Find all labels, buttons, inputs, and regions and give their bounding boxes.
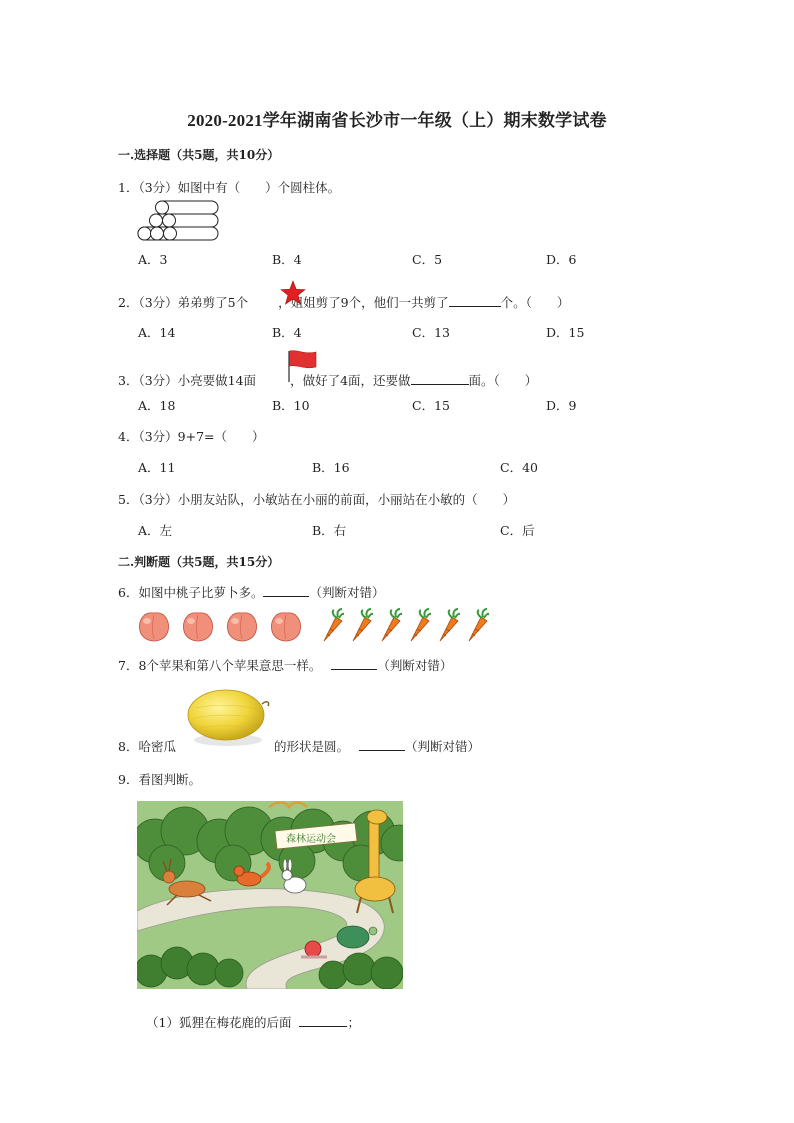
question-1 bbox=[118, 178, 340, 196]
carrot-row bbox=[318, 607, 492, 643]
peach-icon bbox=[180, 607, 216, 643]
option-1b[interactable]: B．4 bbox=[272, 252, 302, 267]
option-1a[interactable]: A．3 bbox=[138, 252, 168, 267]
sub-question-9-1 bbox=[146, 1013, 360, 1031]
question-text-part-c: 个。（ ） bbox=[500, 295, 570, 310]
option-4b[interactable]: B．16 bbox=[312, 460, 350, 475]
question-5 bbox=[118, 490, 515, 508]
carrot-icon bbox=[463, 607, 489, 643]
option-2a[interactable]: A．14 bbox=[138, 325, 176, 340]
question-text: （3分）小朋友站队，小敏站在小丽的前面，小丽站在小敏的（ ） bbox=[138, 492, 516, 507]
question-text-part-c: （判断对错） bbox=[404, 739, 480, 754]
option-3a[interactable]: A．18 bbox=[138, 398, 176, 413]
sub-question-text: （1）狐狸在梅花鹿的后面 bbox=[146, 1015, 292, 1030]
option-3d[interactable]: D．9 bbox=[546, 398, 577, 413]
peach-icon bbox=[268, 607, 304, 643]
question-number: 2． bbox=[118, 295, 139, 310]
peach-row bbox=[136, 607, 312, 643]
question-3 bbox=[118, 371, 537, 389]
answer-blank[interactable] bbox=[331, 657, 377, 670]
question-number: 9． bbox=[118, 772, 139, 787]
question-text-part-b: ，姐姐剪了9个，他们一共剪了 bbox=[278, 295, 449, 310]
carrot-icon bbox=[405, 607, 431, 643]
question-number: 7． bbox=[118, 658, 139, 673]
option-1c[interactable]: C．5 bbox=[412, 252, 443, 267]
peach-icon bbox=[224, 607, 260, 643]
carrot-icon bbox=[434, 607, 460, 643]
option-4c[interactable]: C．40 bbox=[500, 460, 538, 475]
question-8 bbox=[118, 737, 480, 755]
question-number: 4． bbox=[118, 429, 139, 444]
carrot-icon bbox=[347, 607, 373, 643]
question-text-part-b: ，做好了4面，还要做 bbox=[290, 373, 411, 388]
answer-blank[interactable] bbox=[411, 372, 469, 385]
carrot-icon bbox=[318, 607, 344, 643]
page-title: 2020-2021学年湖南省长沙市一年级（上）期末数学试卷 bbox=[187, 111, 607, 130]
option-5b[interactable]: B．右 bbox=[312, 523, 347, 538]
option-3b[interactable]: B．10 bbox=[272, 398, 310, 413]
question-2 bbox=[118, 293, 569, 311]
question-text: （3分）如图中有（ ）个圆柱体。 bbox=[138, 180, 341, 195]
option-2d[interactable]: D．15 bbox=[546, 325, 585, 340]
option-4a[interactable]: A．11 bbox=[138, 460, 176, 475]
section-1-heading: 一.选择题（共5题，共10分） bbox=[118, 148, 280, 162]
section-2-heading: 二.判断题（共5题，共15分） bbox=[118, 555, 280, 569]
option-2c[interactable]: C．13 bbox=[412, 325, 450, 340]
sub-question-end: ； bbox=[347, 1015, 360, 1030]
answer-blank[interactable] bbox=[449, 294, 501, 307]
carrot-icon bbox=[376, 607, 402, 643]
question-text-part-a: 哈密瓜 bbox=[138, 739, 176, 754]
question-text-part-b: 的形状是圆。 bbox=[273, 739, 349, 754]
answer-blank[interactable] bbox=[299, 1014, 347, 1027]
question-number: 6． bbox=[118, 585, 139, 600]
question-number: 8． bbox=[118, 739, 139, 754]
question-number: 1． bbox=[118, 180, 139, 195]
question-text: （3分）9+7=（ ） bbox=[138, 429, 265, 444]
question-text: 看图判断。 bbox=[138, 772, 201, 787]
option-5c[interactable]: C．后 bbox=[500, 523, 535, 538]
question-text-part-c: 面。（ ） bbox=[468, 373, 538, 388]
option-2b[interactable]: B．4 bbox=[272, 325, 302, 340]
cylinder-stack-icon bbox=[136, 199, 224, 241]
answer-blank[interactable] bbox=[263, 584, 309, 597]
question-4 bbox=[118, 427, 265, 445]
answer-blank[interactable] bbox=[359, 738, 405, 751]
peach-icon bbox=[136, 607, 172, 643]
question-text-part-a: （3分）小亮要做14面 bbox=[138, 373, 257, 388]
question-text-part-b: （判断对错） bbox=[309, 585, 385, 600]
sign-text: 森林运动会 bbox=[286, 834, 336, 845]
flag-icon bbox=[286, 349, 320, 383]
question-text-part-b: （判断对错） bbox=[377, 658, 453, 673]
question-number: 3． bbox=[118, 373, 139, 388]
question-text-part-a: 如图中桃子比萝卜多。 bbox=[138, 585, 264, 600]
question-7 bbox=[118, 656, 452, 674]
question-text-part-a: （3分）弟弟剪了5个 bbox=[138, 295, 249, 310]
option-5a[interactable]: A．左 bbox=[138, 523, 173, 538]
question-text-part-a: 8个苹果和第八个苹果意思一样。 bbox=[138, 658, 322, 673]
forest-race-illustration bbox=[137, 801, 403, 989]
star-icon bbox=[280, 280, 306, 306]
option-3c[interactable]: C．15 bbox=[412, 398, 450, 413]
option-1d[interactable]: D．6 bbox=[546, 252, 577, 267]
question-number: 5． bbox=[118, 492, 139, 507]
question-6 bbox=[118, 583, 384, 601]
question-9 bbox=[118, 770, 201, 788]
